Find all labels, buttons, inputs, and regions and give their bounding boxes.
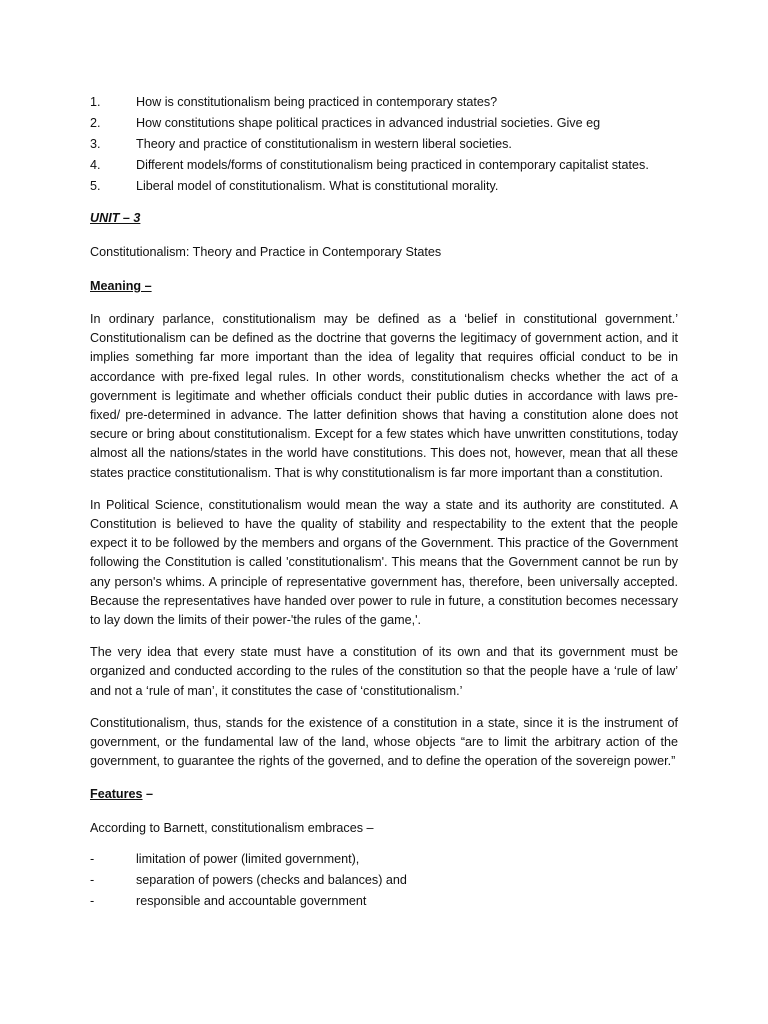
list-item-number: 3.: [90, 137, 101, 151]
barnett-intro: According to Barnett, constitutionalism embraces –: [90, 821, 374, 836]
features-heading-line: [90, 784, 678, 805]
list-item: [90, 870, 678, 891]
list-item-number: 4.: [90, 158, 101, 172]
list-item-number: 1.: [90, 95, 101, 109]
list-item-text: Different models/forms of constitutionalism being practiced in contemporary capitalist states.: [136, 158, 649, 172]
unit-subtitle: Constitutionalism: Theory and Practice in Contemporary States: [90, 245, 442, 259]
list-item-text: How constitutions shape political practices in advanced industrial societies. Give eg: [136, 116, 601, 130]
list-item: [90, 92, 678, 113]
bullet-marker: -: [90, 873, 95, 888]
list-item: [90, 113, 678, 134]
list-item-text: Theory and practice of constitutionalism in western liberal societies.: [136, 137, 512, 151]
list-item: [90, 134, 678, 155]
question-list: [90, 92, 678, 197]
features-dash: –: [142, 787, 154, 802]
features-heading: Features: [90, 787, 143, 802]
list-item: [90, 849, 678, 870]
list-item-text: limitation of power (limited government),: [136, 852, 360, 867]
bullet-marker: -: [90, 894, 95, 909]
document-page: [90, 92, 678, 912]
paragraph-instrument-of-government: Constitutionalism, thus, stands for the existence of a constitution in a state, since it is the instrument of government, or the fundamental law of the land, whose objects “are to limit the arbitrary action of the government, to guarantee the rights of the governed, and to define the operation of the sovereign power.”: [90, 715, 678, 769]
list-item: [90, 176, 678, 197]
meaning-heading: Meaning –: [90, 279, 152, 293]
list-item-number: 5.: [90, 179, 101, 193]
list-item-number: 2.: [90, 116, 101, 130]
paragraph-political-science: In Political Science, constitutionalism would mean the way a state and its authority are constituted. A Constitution is believed to have the quality of stability and respectability to the extent that the people expect it to be followed by the members and organs of the Government. This practice of the Government following the Constitution is called 'constitutionalism'. This means that the Government cannot be run by any person's whims. A principle of representative government has, therefore, been universally accepted. Because the representatives have handed over power to rule in future, a constitution becomes necessary to lay down the limits of their power-'the rules of the game,'.: [90, 497, 678, 628]
paragraph-rule-of-law: The very idea that every state must have a constitution of its own and that its government must be organized and conducted according to the rules of the constitution so that the people have a ‘rule of law’ and not a ‘rule of man’, it constitutes the case of ‘constitutionalism.’: [90, 645, 678, 698]
unit-heading: UNIT – 3: [90, 211, 141, 225]
list-item-text: Liberal model of constitutionalism. What is constitutional morality.: [136, 179, 499, 193]
bullet-marker: -: [90, 852, 95, 867]
list-item-text: responsible and accountable government: [136, 894, 367, 909]
paragraph-ordinary-parlance: In ordinary parlance, constitutionalism may be defined as a ‘belief in constitutional government.’ Constitutionalism can be defined as the doctrine that governs the legitimacy of government action, and it implies something far more important than the idea of legality that requires official conduct to be in accordance with pre-fixed legal rules. In other words, constitutionalism checks whether the act of a government is legitimate and whether officials conduct their public duties in accordance with laws pre-fixed/ pre-determined in advance. The latter definition shows that having a constitution alone does not secure or bring about constitutionalism. Except for a few states which have unwritten constitutions, today almost all the nations/states in the world have constitutions. This does not, however, mean that all these states practice constitutionalism. That is why constitutionalism is far more important than a constitution.: [90, 312, 678, 480]
list-item-text: How is constitutionalism being practiced in contemporary states?: [136, 95, 498, 109]
list-item: [90, 891, 678, 912]
list-item-text: separation of powers (checks and balances) and: [136, 873, 407, 888]
list-item: [90, 155, 678, 176]
features-list: [90, 849, 678, 912]
